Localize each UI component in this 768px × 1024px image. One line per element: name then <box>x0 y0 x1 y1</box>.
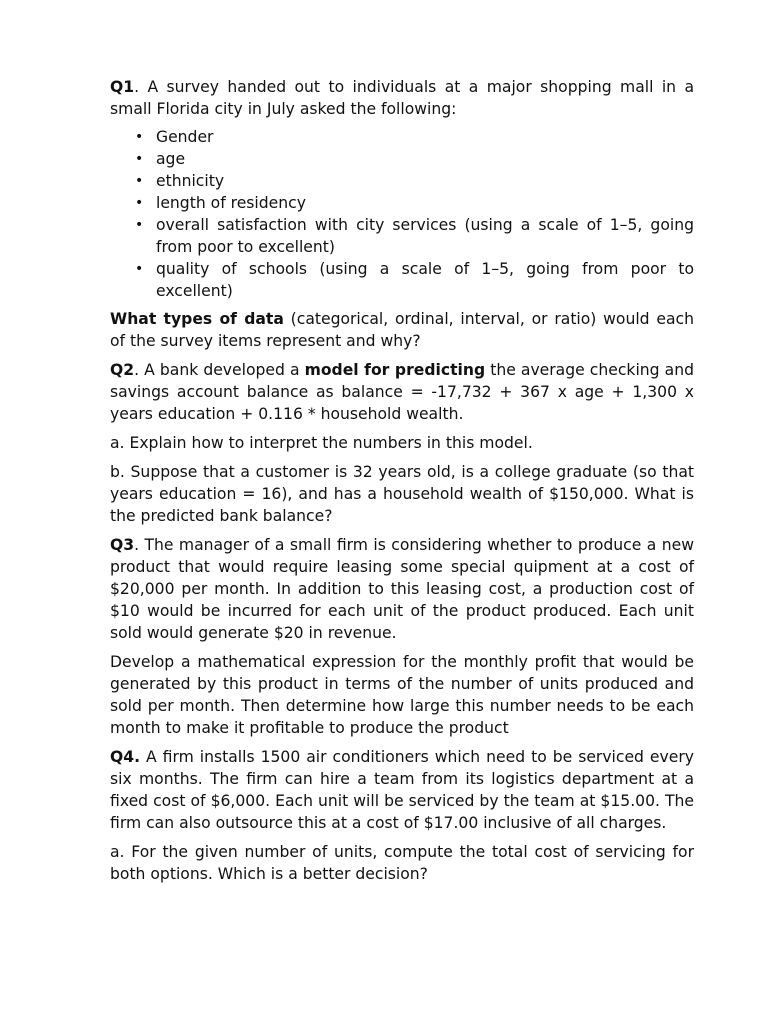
q2-part-b: b. Suppose that a customer is 32 years old, is a college graduate (so that years education = 16), and has a household wealth of $150,000. What is the predicted bank balance? <box>110 463 694 525</box>
list-item: • overall satisfaction with city services (using a scale of 1–5, going from poor to excellent) <box>135 216 694 256</box>
q1-question-text: (categorical, ordinal, interval, or ratio) would each of the survey items represent and why? <box>110 310 694 350</box>
list-item: • ethnicity <box>135 172 225 190</box>
bullet-icon: • <box>135 195 144 211</box>
bullet-icon: • <box>135 151 144 167</box>
q2-label: Q2 <box>110 361 135 379</box>
q1-label: Q1 <box>110 78 135 96</box>
bullet-icon: • <box>135 129 144 145</box>
list-item: • Gender <box>135 128 214 146</box>
q2-bold-phrase: model for predicting <box>304 361 486 379</box>
q4-part-a: a. For the given number of units, compute the total cost of servicing for both options. Which is a better decision? <box>110 843 694 883</box>
list-item: • length of residency <box>135 194 306 212</box>
list-item: • age <box>135 150 186 168</box>
q2-part-a: a. Explain how to interpret the numbers in this model. <box>110 434 533 452</box>
q1-question <box>110 308 694 352</box>
q1-intro-text: . A survey handed out to individuals at a major shopping mall in a small Florida city in July asked the following: <box>110 78 694 118</box>
q4-intro: Q4. A firm installs 1500 air conditioners which need to be serviced every six months. The firm can hire a team from its logistics department at a fixed cost of $6,000. Each unit will be serviced by the team at $15.00. The firm can also outsource this at a cost of $17.00 inclusive of all charges. <box>110 748 694 832</box>
bullet-icon: • <box>135 261 144 277</box>
q2-intro: Q2. A bank developed a model for predicting the average checking and savings account balance as balance = -17,732 + 367 x age + 1,300 x years education + 0.116 * household wealth. <box>110 361 694 423</box>
q3-label: Q3 <box>110 536 135 554</box>
bullet-icon: • <box>135 217 144 233</box>
q1-survey-items <box>110 126 694 302</box>
q3-intro: Q3. The manager of a small firm is considering whether to produce a new product that would require leasing some special quipment at a cost of $20,000 per month. In addition to this leasing cost, a production cost of $10 would be incurred for each unit of the product produced. Each unit sold would generate $20 in revenue. <box>110 536 694 642</box>
q3-task: Develop a mathematical expression for the monthly profit that would be generated by this product in terms of the number of units produced and sold per month. Then determine how large this number needs to be each month to make it profitable to produce the product <box>110 653 694 737</box>
document-page <box>110 76 694 892</box>
q1-question-bold: What types of data <box>110 310 284 328</box>
bullet-icon: • <box>135 173 144 189</box>
q4-label: Q4. <box>110 748 141 766</box>
list-item: • quality of schools (using a scale of 1–5, going from poor to excellent) <box>135 260 694 300</box>
q1-intro <box>110 76 694 120</box>
